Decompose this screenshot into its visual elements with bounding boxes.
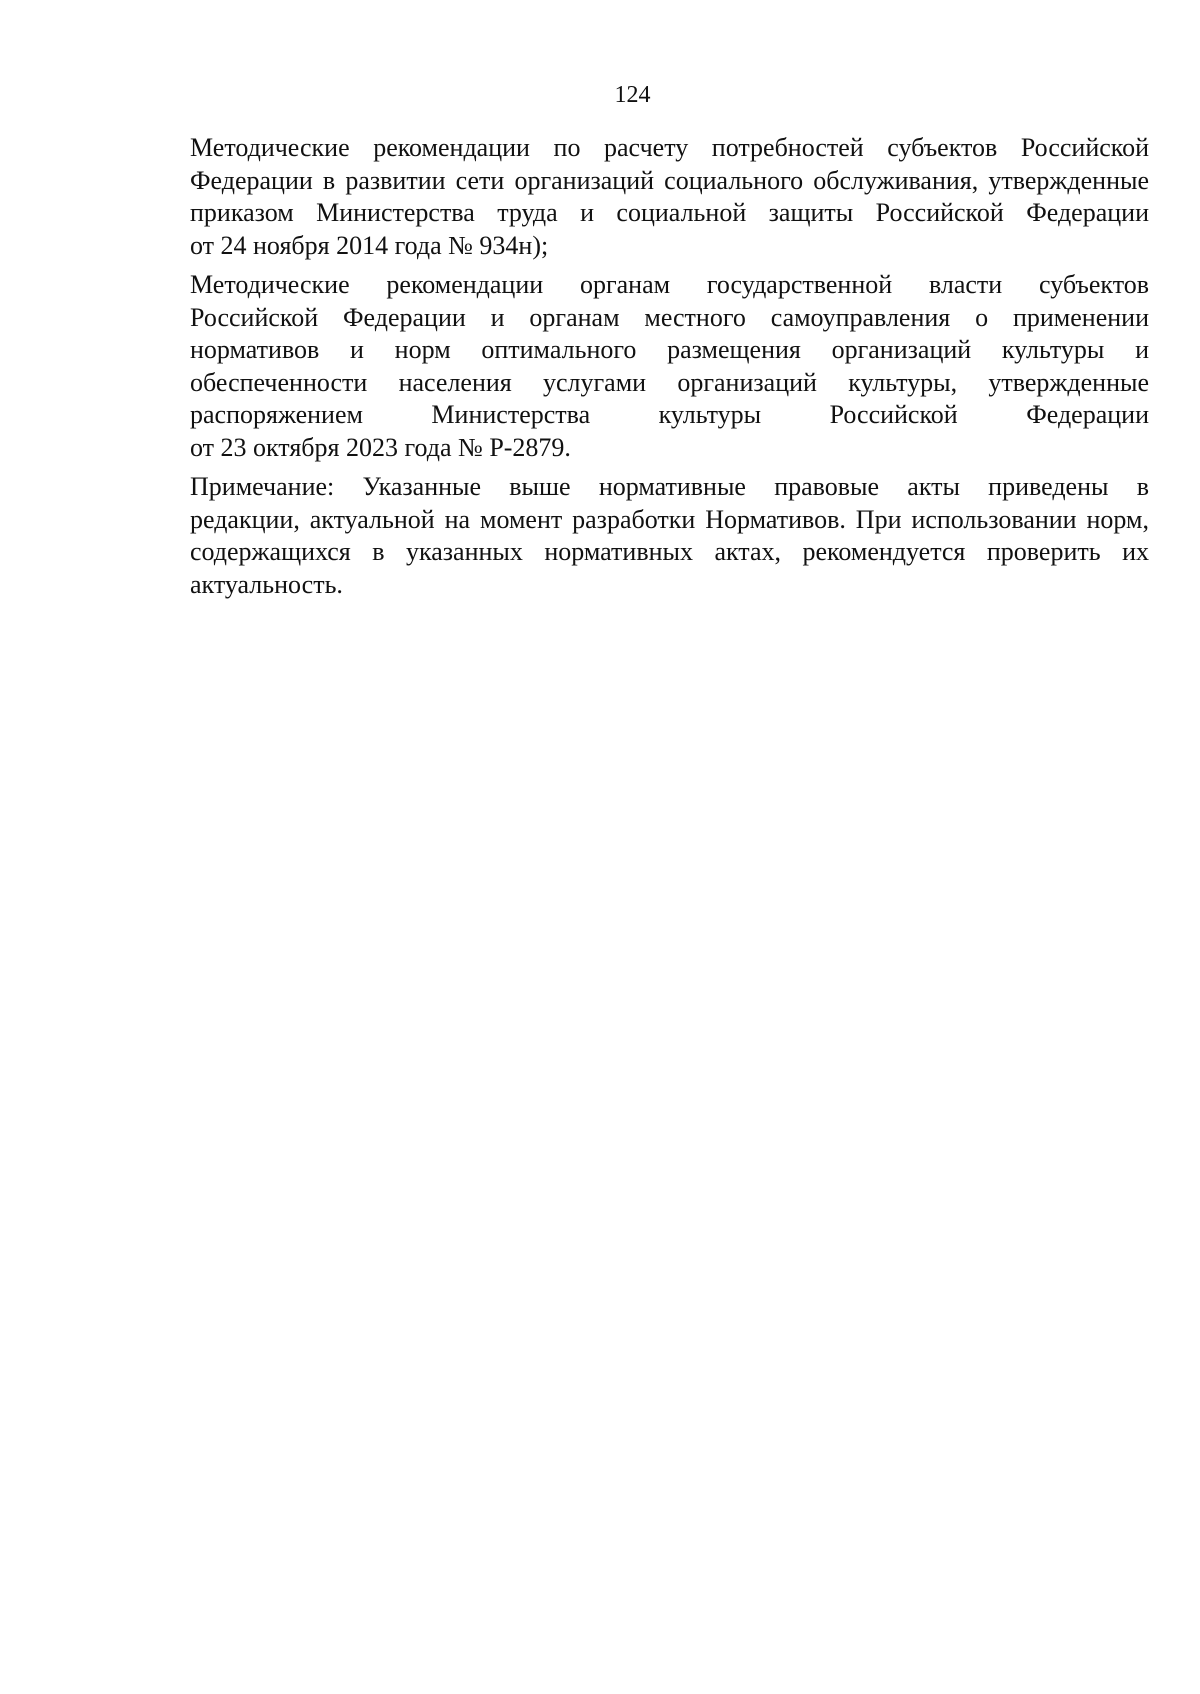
paragraph-line: распоряжением Министерства культуры Российской Федерации: [190, 400, 1149, 429]
paragraph-line: Федерации в развитии сети организаций социального обслуживания, утвержденные: [190, 165, 1149, 195]
paragraph-culture-recommendations: [119, 269, 1149, 464]
paragraph-line: от 23 октября 2023 года № Р-2879.: [190, 432, 571, 462]
paragraph-line: Методические рекомендации по расчету потребностей субъектов Российской: [190, 133, 1149, 162]
paragraph-line: обеспеченности населения услугами организаций культуры, утвержденные: [190, 367, 1149, 397]
paragraph-line: приказом Министерства труда и социальной защиты Российской Федерации: [190, 198, 1149, 227]
page-number: 124: [614, 82, 651, 108]
paragraph-line: нормативов и норм оптимального размещения организаций культуры и: [190, 335, 1149, 364]
paragraph-line: от 24 ноября 2014 года № 934н);: [190, 230, 549, 260]
paragraph-line: содержащихся в указанных нормативных актах, рекомендуется проверить их: [190, 537, 1149, 566]
paragraph-line: актуальность.: [190, 569, 343, 599]
paragraph-social-services-recommendations: [119, 132, 1149, 262]
paragraph-line: Методические рекомендации органам государственной власти субъектов: [190, 270, 1149, 299]
paragraph-line: редакции, актуальной на момент разработки Нормативов. При использовании норм,: [190, 504, 1149, 534]
paragraph-line: Российской Федерации и органам местного самоуправления о применении: [190, 302, 1149, 332]
paragraph-line: Примечание: Указанные выше нормативные правовые акты приведены в: [190, 472, 1149, 501]
document-body: [119, 132, 1149, 608]
paragraph-note: [119, 471, 1149, 601]
